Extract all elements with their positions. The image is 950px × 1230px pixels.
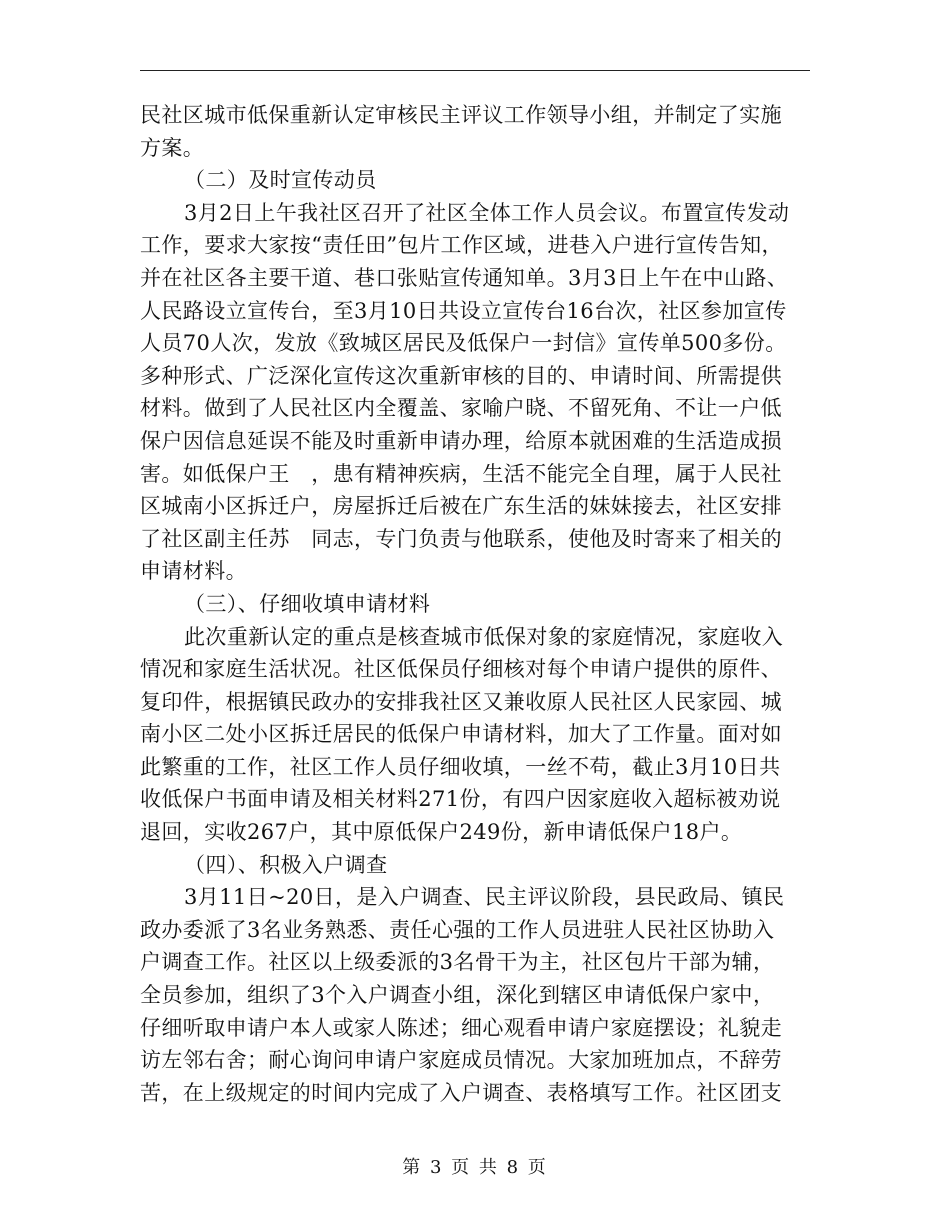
paragraph-line: 人员70人次，发放《致城区居民及低保户一封信》宣传单500多份。 xyxy=(140,331,787,356)
paragraph-line: 工作，要求大家按“责任田”包片工作区域，进巷入户进行宣传告知， xyxy=(140,233,783,258)
section-heading: （二）及时宣传动员 xyxy=(184,168,377,193)
paragraph-line: 访左邻右舍；耐心询问申请户家庭成员情况。大家加班加点，不辞劳 xyxy=(140,1048,782,1073)
paragraph-line: 退回，实收267户，其中原低保户249份，新申请低保户18户。 xyxy=(140,820,743,845)
paragraph-line: 政办委派了3名业务熟悉、责任心强的工作人员进驻人民社区协助入 xyxy=(140,917,775,942)
paragraph-line: 3月11日~20日，是入户调查、民主评议阶段，县民政局、镇民 xyxy=(184,885,785,910)
paragraph-line: 3月2日上午我社区召开了社区全体工作人员会议。布置宣传发动 xyxy=(184,200,790,225)
section-heading: （四）、积极入户调查 xyxy=(184,852,388,877)
paragraph-line: 户调查工作。社区以上级委派的3名骨干为主，社区包片干部为辅， xyxy=(140,950,775,975)
paragraph-line: 仔细听取申请户本人或家人陈述；细心观看申请户家庭摆设；礼貌走 xyxy=(140,1015,782,1040)
paragraph-line: 南小区二处小区拆迁居民的低保户申请材料，加大了工作量。面对如 xyxy=(140,722,782,747)
section-heading: （三）、仔细收填申请材料 xyxy=(184,591,431,616)
paragraph-line: 人民路设立宣传台，至3月10日共设立宣传台16台次，社区参加宣传 xyxy=(140,298,787,323)
paragraph-line: 保户因信息延误不能及时重新申请办理，给原本就困难的生活造成损 xyxy=(140,428,782,453)
paragraph-line: 苦，在上级规定的时间内完成了入户调查、表格填写工作。社区团支 xyxy=(140,1080,782,1105)
paragraph-line: 全员参加，组织了3个入户调查小组，深化到辖区申请低保户家中， xyxy=(140,983,775,1008)
paragraph-line: 民社区城市低保重新认定审核民主评议工作领导小组，并制定了实施 xyxy=(140,103,782,127)
paragraph-line: 材料。做到了人民社区内全覆盖、家喻户晓、不留死角、不让一户低 xyxy=(140,396,782,421)
paragraph-line: 此次重新认定的重点是核查城市低保对象的家庭情况，家庭收入 xyxy=(184,624,784,649)
paragraph-line: 并在社区各主要干道、巷口张贴宣传通知单。3月3日上午在中山路、 xyxy=(140,265,789,290)
page-number-footer: 第 3 页 共 8 页 xyxy=(402,1157,548,1178)
paragraph-line: 区城南小区拆迁户，房屋拆迁后被在广东生活的妹妹接去，社区安排 xyxy=(140,494,782,519)
paragraph-line: 此繁重的工作，社区工作人员仔细收填，一丝不苟，截止3月10日共 xyxy=(140,754,781,779)
paragraph-line: 多种形式、广泛深化宣传这次重新审核的目的、申请时间、所需提供 xyxy=(140,363,782,388)
paragraph-line: 收低保户书面申请及相关材料271份，有四户因家庭收入超标被劝说 xyxy=(140,787,781,812)
paragraph-line: 复印件，根据镇民政办的安排我社区又兼收原人民社区人民家园、城 xyxy=(140,689,782,714)
paragraph-line: 了社区副主任苏 同志，专门负责与他联系，使他及时寄来了相关的 xyxy=(140,526,782,551)
paragraph-line: 方案。 xyxy=(140,135,205,160)
paragraph-line: 害。如低保户王 ，患有精神疾病，生活不能完全自理，属于人民社 xyxy=(140,461,782,486)
document-body xyxy=(140,99,810,1109)
header-rule xyxy=(140,70,810,71)
paragraph-line: 申请材料。 xyxy=(140,559,247,584)
paragraph-line: 情况和家庭生活状况。社区低保员仔细核对每个申请户提供的原件、 xyxy=(140,657,782,682)
